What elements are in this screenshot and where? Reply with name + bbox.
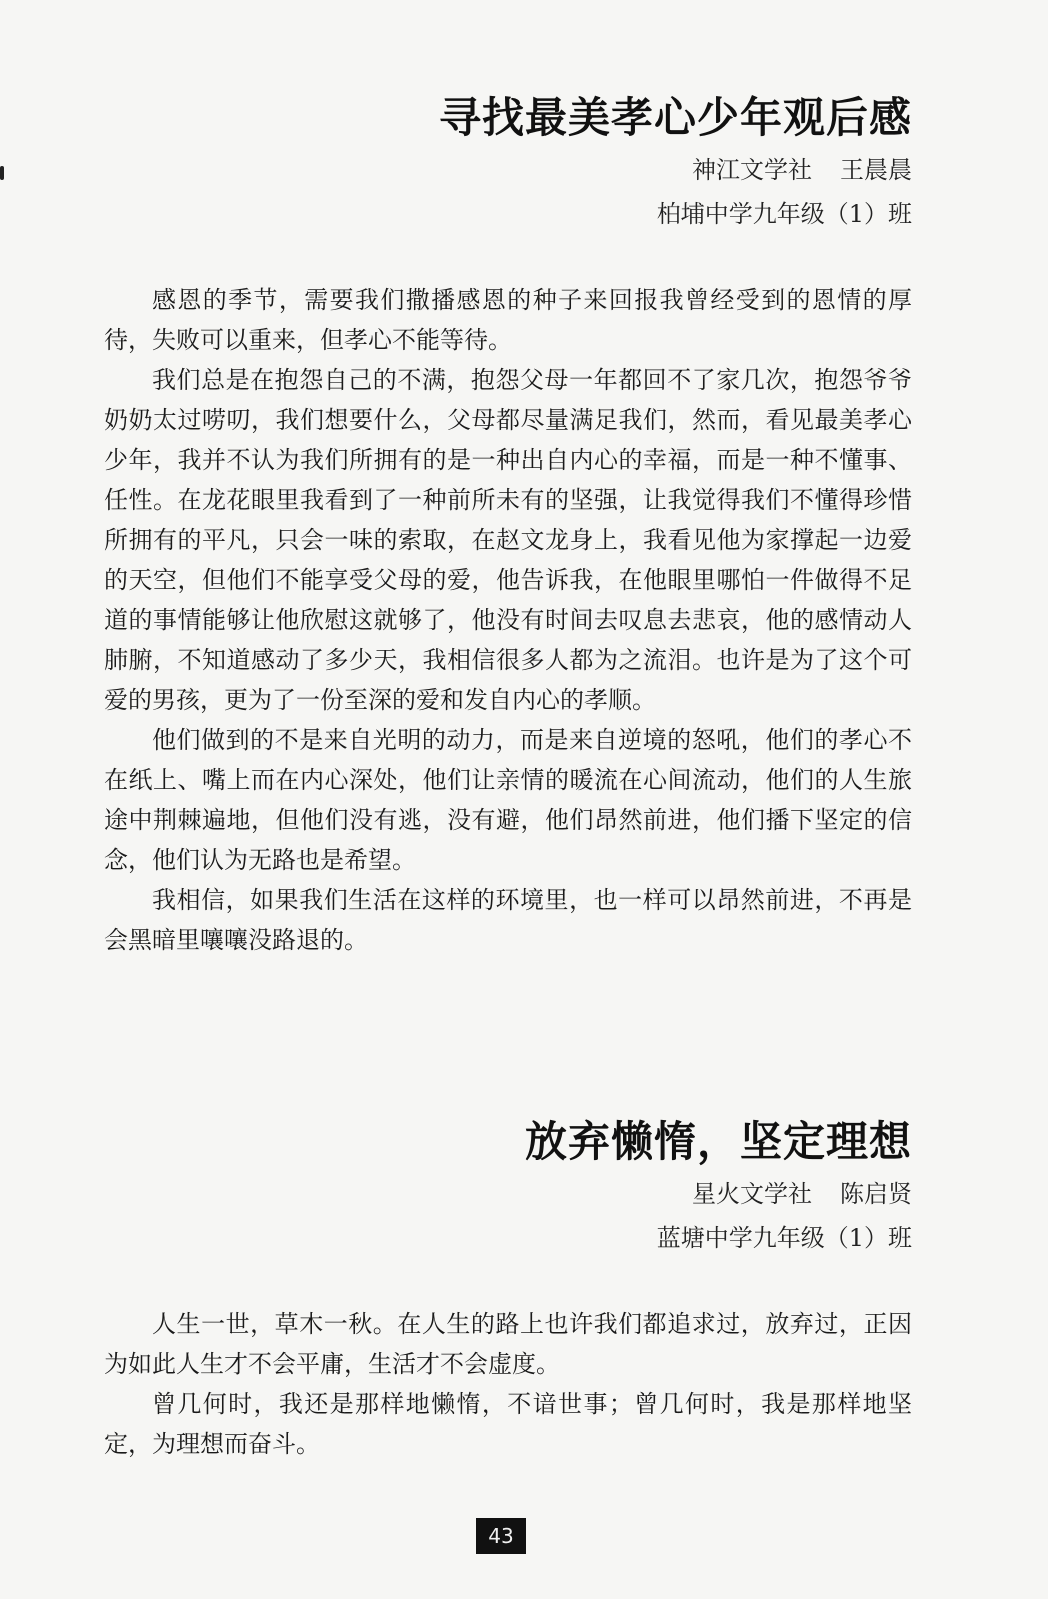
- article-2-author: 陈启贤: [840, 1180, 912, 1208]
- page-number: 43: [476, 1518, 526, 1554]
- article-1-title: 寻找最美孝心少年观后感: [438, 93, 912, 142]
- article-2-school: 蓝塘中学九年级（1）班: [656, 1224, 912, 1252]
- article-2-body: [104, 1304, 912, 1464]
- article-1-byline: [104, 148, 912, 192]
- article-1-school: 柏埔中学九年级（1）班: [656, 200, 912, 228]
- article-1: [104, 88, 912, 960]
- article-1-author: 王晨晨: [840, 156, 912, 184]
- article-2-society: 星火文学社: [692, 1180, 812, 1208]
- article-1-body: [104, 280, 912, 960]
- article-1-paragraph-2: 我们总是在抱怨自己的不满，抱怨父母一年都回不了家几次，抱怨爷爷奶奶太过唠叨，我们想要什么，父母都尽量满足我们，然而，看见最美孝心少年，我并不认为我们所拥有的是一种出自内心的幸福，而是一种不懂事、任性。在龙花眼里我看到了一种前所未有的坚强，让我觉得我们不懂得珍惜所拥有的平凡，只会一味的索取，在赵文龙身上，我看见他为家撑起一边爱的天空，但他们不能享受父母的爱，他告诉我，在他眼里哪怕一件做得不足道的事情能够让他欣慰这就够了，他没有时间去叹息去悲哀，他的感情动人肺腑，不知道感动了多少天，我相信很多人都为之流泪。也许是为了这个可爱的男孩，更为了一份至深的爱和发自内心的孝顺。: [104, 366, 912, 714]
- article-1-paragraph-4: 我相信，如果我们生活在这样的环境里，也一样可以昂然前进，不再是会黑暗里嚷嚷没路退的。: [104, 886, 912, 954]
- article-2-paragraph-1: 人生一世，草木一秋。在人生的路上也许我们都追求过，放弃过，正因为如此人生才不会平庸，生活才不会虚度。: [104, 1310, 912, 1378]
- article-2: [104, 1112, 912, 1464]
- scan-edge-mark: [0, 166, 4, 180]
- article-2-byline: [104, 1172, 912, 1216]
- article-1-society: 神江文学社: [692, 156, 812, 184]
- article-2-title: 放弃懒惰，坚定理想: [524, 1117, 912, 1166]
- article-1-paragraph-1: 感恩的季节，需要我们撒播感恩的种子来回报我曾经受到的恩情的厚待，失败可以重来，但孝心不能等待。: [104, 286, 912, 354]
- article-1-paragraph-3: 他们做到的不是来自光明的动力，而是来自逆境的怒吼，他们的孝心不在纸上、嘴上而在内心深处，他们让亲情的暖流在心间流动，他们的人生旅途中荆棘遍地，但他们没有逃，没有避，他们昂然前进，他们播下坚定的信念，他们认为无路也是希望。: [104, 726, 912, 874]
- article-2-paragraph-2: 曾几何时，我还是那样地懒惰，不谙世事；曾几何时，我是那样地坚定，为理想而奋斗。: [104, 1390, 912, 1458]
